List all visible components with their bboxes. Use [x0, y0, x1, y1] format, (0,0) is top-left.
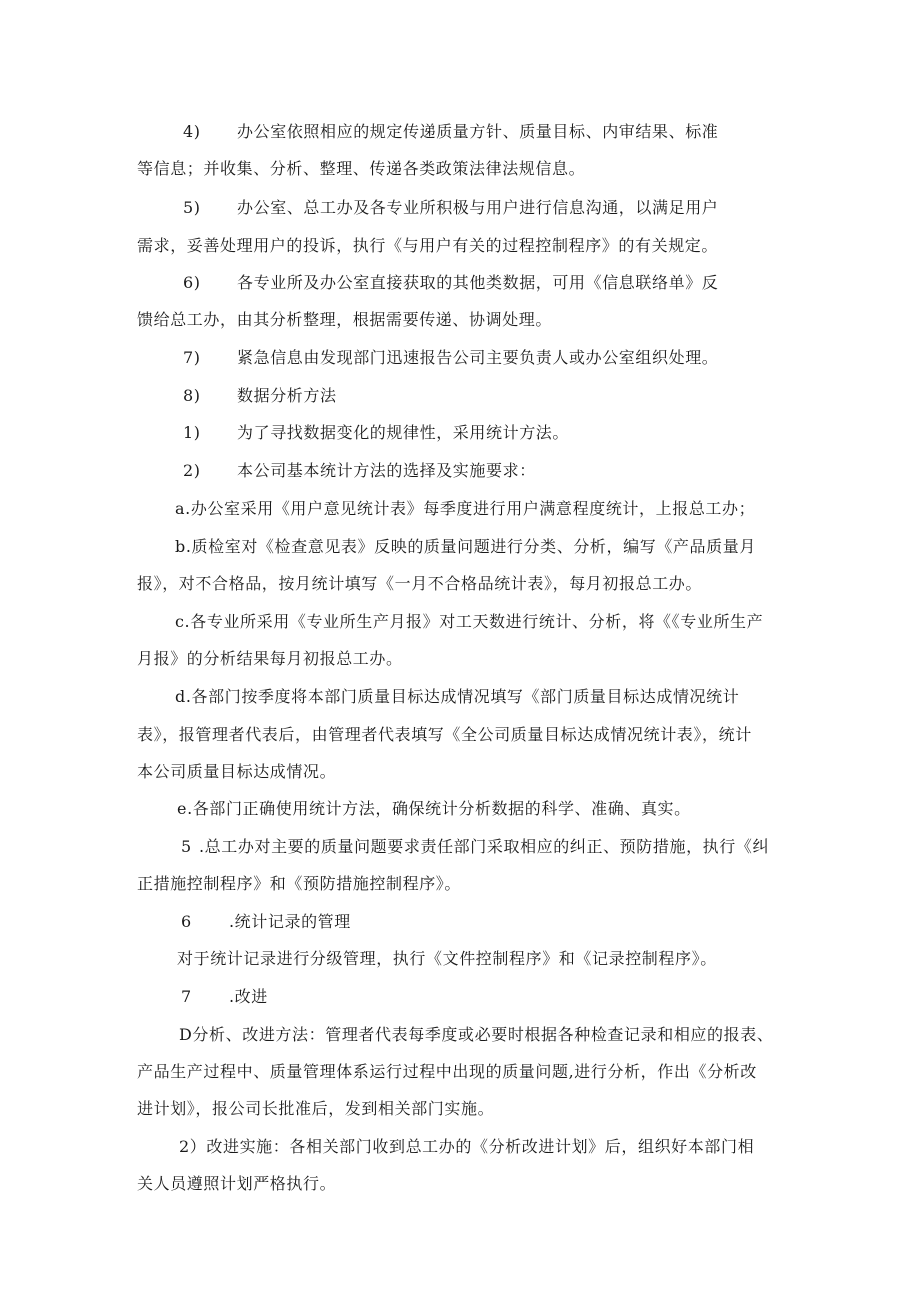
paragraph-line: [137, 649, 403, 669]
paragraph-line: [177, 799, 691, 819]
list-number: 5): [183, 198, 201, 217]
line-text: 2）改进实施：各相关部门收到总工办的《分析改进计划》后，组织好本部门相: [179, 1137, 755, 1156]
paragraph-line: [137, 1099, 494, 1119]
line-text: D分析、改进方法：管理者代表每季度或必要时根据各种检查记录和相应的报表、: [179, 1025, 774, 1044]
paragraph-line: [137, 874, 461, 894]
list-number: 8): [183, 386, 201, 405]
list-number: 6: [181, 912, 192, 931]
line-text: .改进: [229, 987, 268, 1006]
section-heading: [181, 987, 268, 1007]
line-text: a.办公室采用《用户意见统计表》每季度进行用户满意程度统计，上报总工办；: [175, 499, 756, 518]
section-heading: [181, 912, 351, 932]
list-number: 7): [183, 348, 201, 367]
line-text: 进计划》，报公司长批准后，发到相关部门实施。: [137, 1099, 495, 1118]
line-text: 本公司质量目标达成情况。: [137, 762, 337, 781]
line-text: 需求，妥善处理用户的投诉，执行《与用户有关的过程控制程序》的有关规定。: [137, 236, 719, 255]
paragraph-line: [137, 574, 702, 594]
paragraph-line: [177, 949, 717, 969]
line-text: 数据分析方法: [237, 386, 337, 405]
paragraph-line: [137, 725, 752, 745]
line-text: .总工办对主要的质量问题要求责任部门采取相应的纠正、预防措施，执行《纠: [199, 837, 770, 856]
paragraph-line: [183, 461, 536, 481]
paragraph-line: [175, 687, 739, 707]
list-number: 2): [183, 461, 201, 480]
line-text: 等信息；并收集、分析、整理、传递各类政策法律法规信息。: [137, 159, 586, 178]
paragraph-line: [179, 1025, 773, 1045]
paragraph-line: [175, 537, 756, 557]
list-number: 5: [181, 837, 192, 856]
line-text: 表》，报管理者代表后，由管理者代表填写《全公司质量目标达成情况统计表》，统计: [137, 725, 752, 744]
paragraph-line: [181, 837, 769, 857]
paragraph-line: [175, 499, 755, 519]
line-text: e.各部门正确使用统计方法，确保统计分析数据的科学、准确、真实。: [177, 799, 691, 818]
line-text: 产品生产过程中、质量管理体系运行过程中出现的质量问题,进行分析，作出《分析改: [137, 1062, 757, 1081]
line-text: 办公室、总工办及各专业所积极与用户进行信息沟通，以满足用户: [237, 198, 719, 217]
line-text: 正措施控制程序》和《预防措施控制程序》。: [137, 874, 462, 893]
paragraph-line: [179, 1137, 754, 1157]
list-number: 6): [183, 273, 201, 292]
line-text: 月报》的分析结果每月初报总工办。: [137, 649, 403, 668]
section-heading: [183, 386, 337, 406]
list-number: 1): [183, 423, 201, 442]
list-number: 7: [181, 987, 192, 1006]
line-text: 办公室依照相应的规定传递质量方针、质量目标、内审结果、标准: [237, 122, 719, 141]
paragraph-line: [175, 612, 763, 632]
line-text: 紧急信息由发现部门迅速报告公司主要负责人或办公室组织处理。: [237, 348, 719, 367]
line-text: d.各部门按季度将本部门质量目标达成情况填写《部门质量目标达成情况统计: [175, 687, 740, 706]
line-text: c.各专业所采用《专业所生产月报》对工天数进行统计、分析，将《《专业所生产: [175, 612, 764, 631]
paragraph-line: [137, 310, 552, 330]
paragraph-line: [137, 159, 585, 179]
line-text: 各专业所及办公室直接获取的其他类数据，可用《信息联络单》反: [237, 273, 719, 292]
line-text: 关人员遵照计划严格执行。: [137, 1174, 337, 1193]
paragraph-line: [137, 1062, 757, 1082]
paragraph-line: [137, 236, 718, 256]
line-text: .统计记录的管理: [229, 912, 351, 931]
paragraph-line: [183, 423, 569, 443]
list-number: 4): [183, 122, 201, 141]
paragraph-line: [137, 1174, 336, 1194]
line-text: 馈给总工办，由其分析整理，根据需要传递、协调处理。: [137, 310, 553, 329]
line-text: 对于统计记录进行分级管理，执行《文件控制程序》和《记录控制程序》。: [177, 949, 717, 968]
paragraph-line: [183, 122, 718, 142]
paragraph-line: [183, 198, 718, 218]
line-text: 为了寻找数据变化的规律性，采用统计方法。: [237, 423, 570, 442]
paragraph-line: [183, 273, 718, 293]
paragraph-line: [137, 762, 336, 782]
line-text: b.质检室对《检查意见表》反映的质量问题进行分类、分析，编写《产品质量月: [175, 537, 756, 556]
line-text: 本公司基本统计方法的选择及实施要求：: [237, 461, 536, 480]
paragraph-line: [183, 348, 718, 368]
line-text: 报》，对不合格品，按月统计填写《一月不合格品统计表》，每月初报总工办。: [137, 574, 703, 593]
